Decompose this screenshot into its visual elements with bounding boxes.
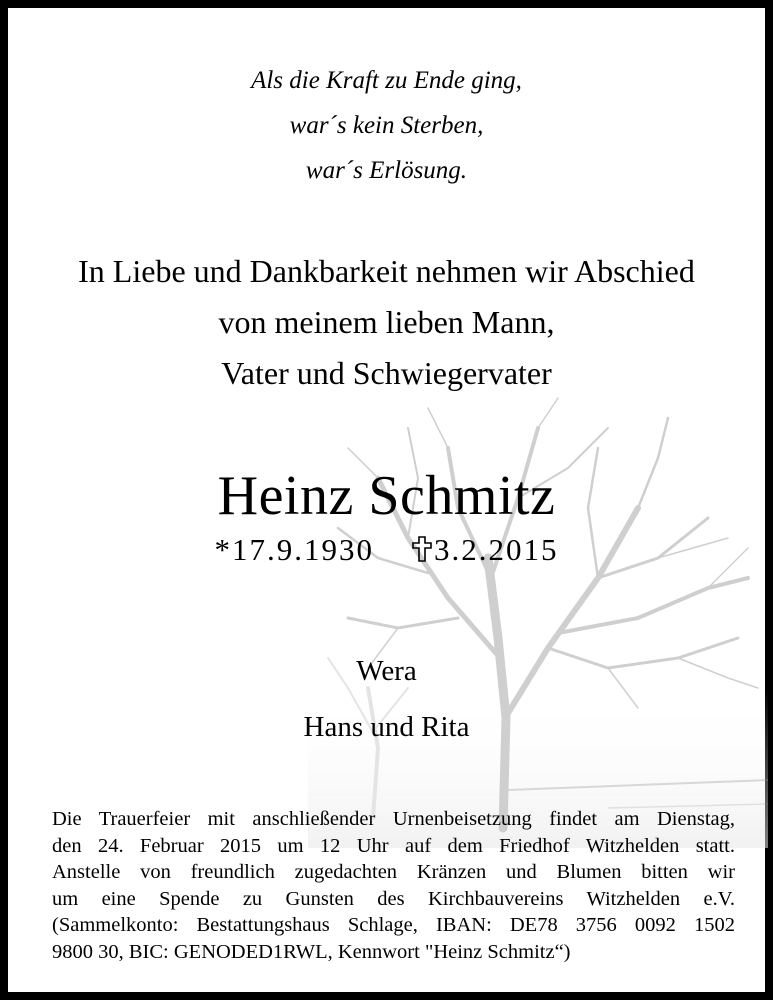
notice-line-1: Die Trauerfeier mit anschließender Urnenbeisetzung findet am Dienstag, — [52, 808, 735, 830]
intro-text — [8, 246, 765, 399]
notice-line-5: (Sammelkonto: Bestattungshaus Schlage, IBAN: DE78 3756 0092 1502 — [52, 914, 735, 936]
intro-line-2: von meinem lieben Mann, — [218, 304, 555, 340]
funeral-notice — [52, 806, 735, 965]
notice-line-4: um eine Spende zu Gunsten des Kirchbauvereins Witzhelden e.V. — [52, 887, 735, 910]
family-names — [8, 643, 765, 755]
verse-line-1: Als die Kraft zu Ende ging, — [251, 67, 522, 94]
family-line-2: Hans und Rita — [303, 711, 470, 743]
deceased-name: Heinz Schmitz — [217, 465, 556, 527]
tree-illustration — [308, 388, 768, 848]
notice-line-3: Anstelle von freundlich zugedachten Kränzen und Blumen bitten wir — [52, 861, 735, 883]
intro-line-3: Vater und Schwiegervater — [221, 355, 552, 391]
notice-line-6: 9800 30, BIC: GENODED1RWL, Kennwort "Heinz Schmitz“) — [52, 940, 571, 963]
intro-line-1: In Liebe und Dankbarkeit nehmen wir Abschied — [78, 253, 695, 289]
verse — [8, 58, 765, 193]
birth-date: *17.9.1930 — [214, 532, 374, 567]
family-line-1: Wera — [356, 655, 417, 687]
verse-line-3: war´s Erlösung. — [305, 157, 468, 184]
verse-line-2: war´s kein Sterben, — [289, 112, 484, 139]
life-dates — [8, 528, 765, 572]
notice-line-2: den 24. Februar 2015 um 12 Uhr auf dem Friedhof Witzhelden statt. — [52, 834, 735, 857]
death-date: 3.2.2015 — [434, 532, 559, 567]
cross-icon — [412, 536, 432, 562]
